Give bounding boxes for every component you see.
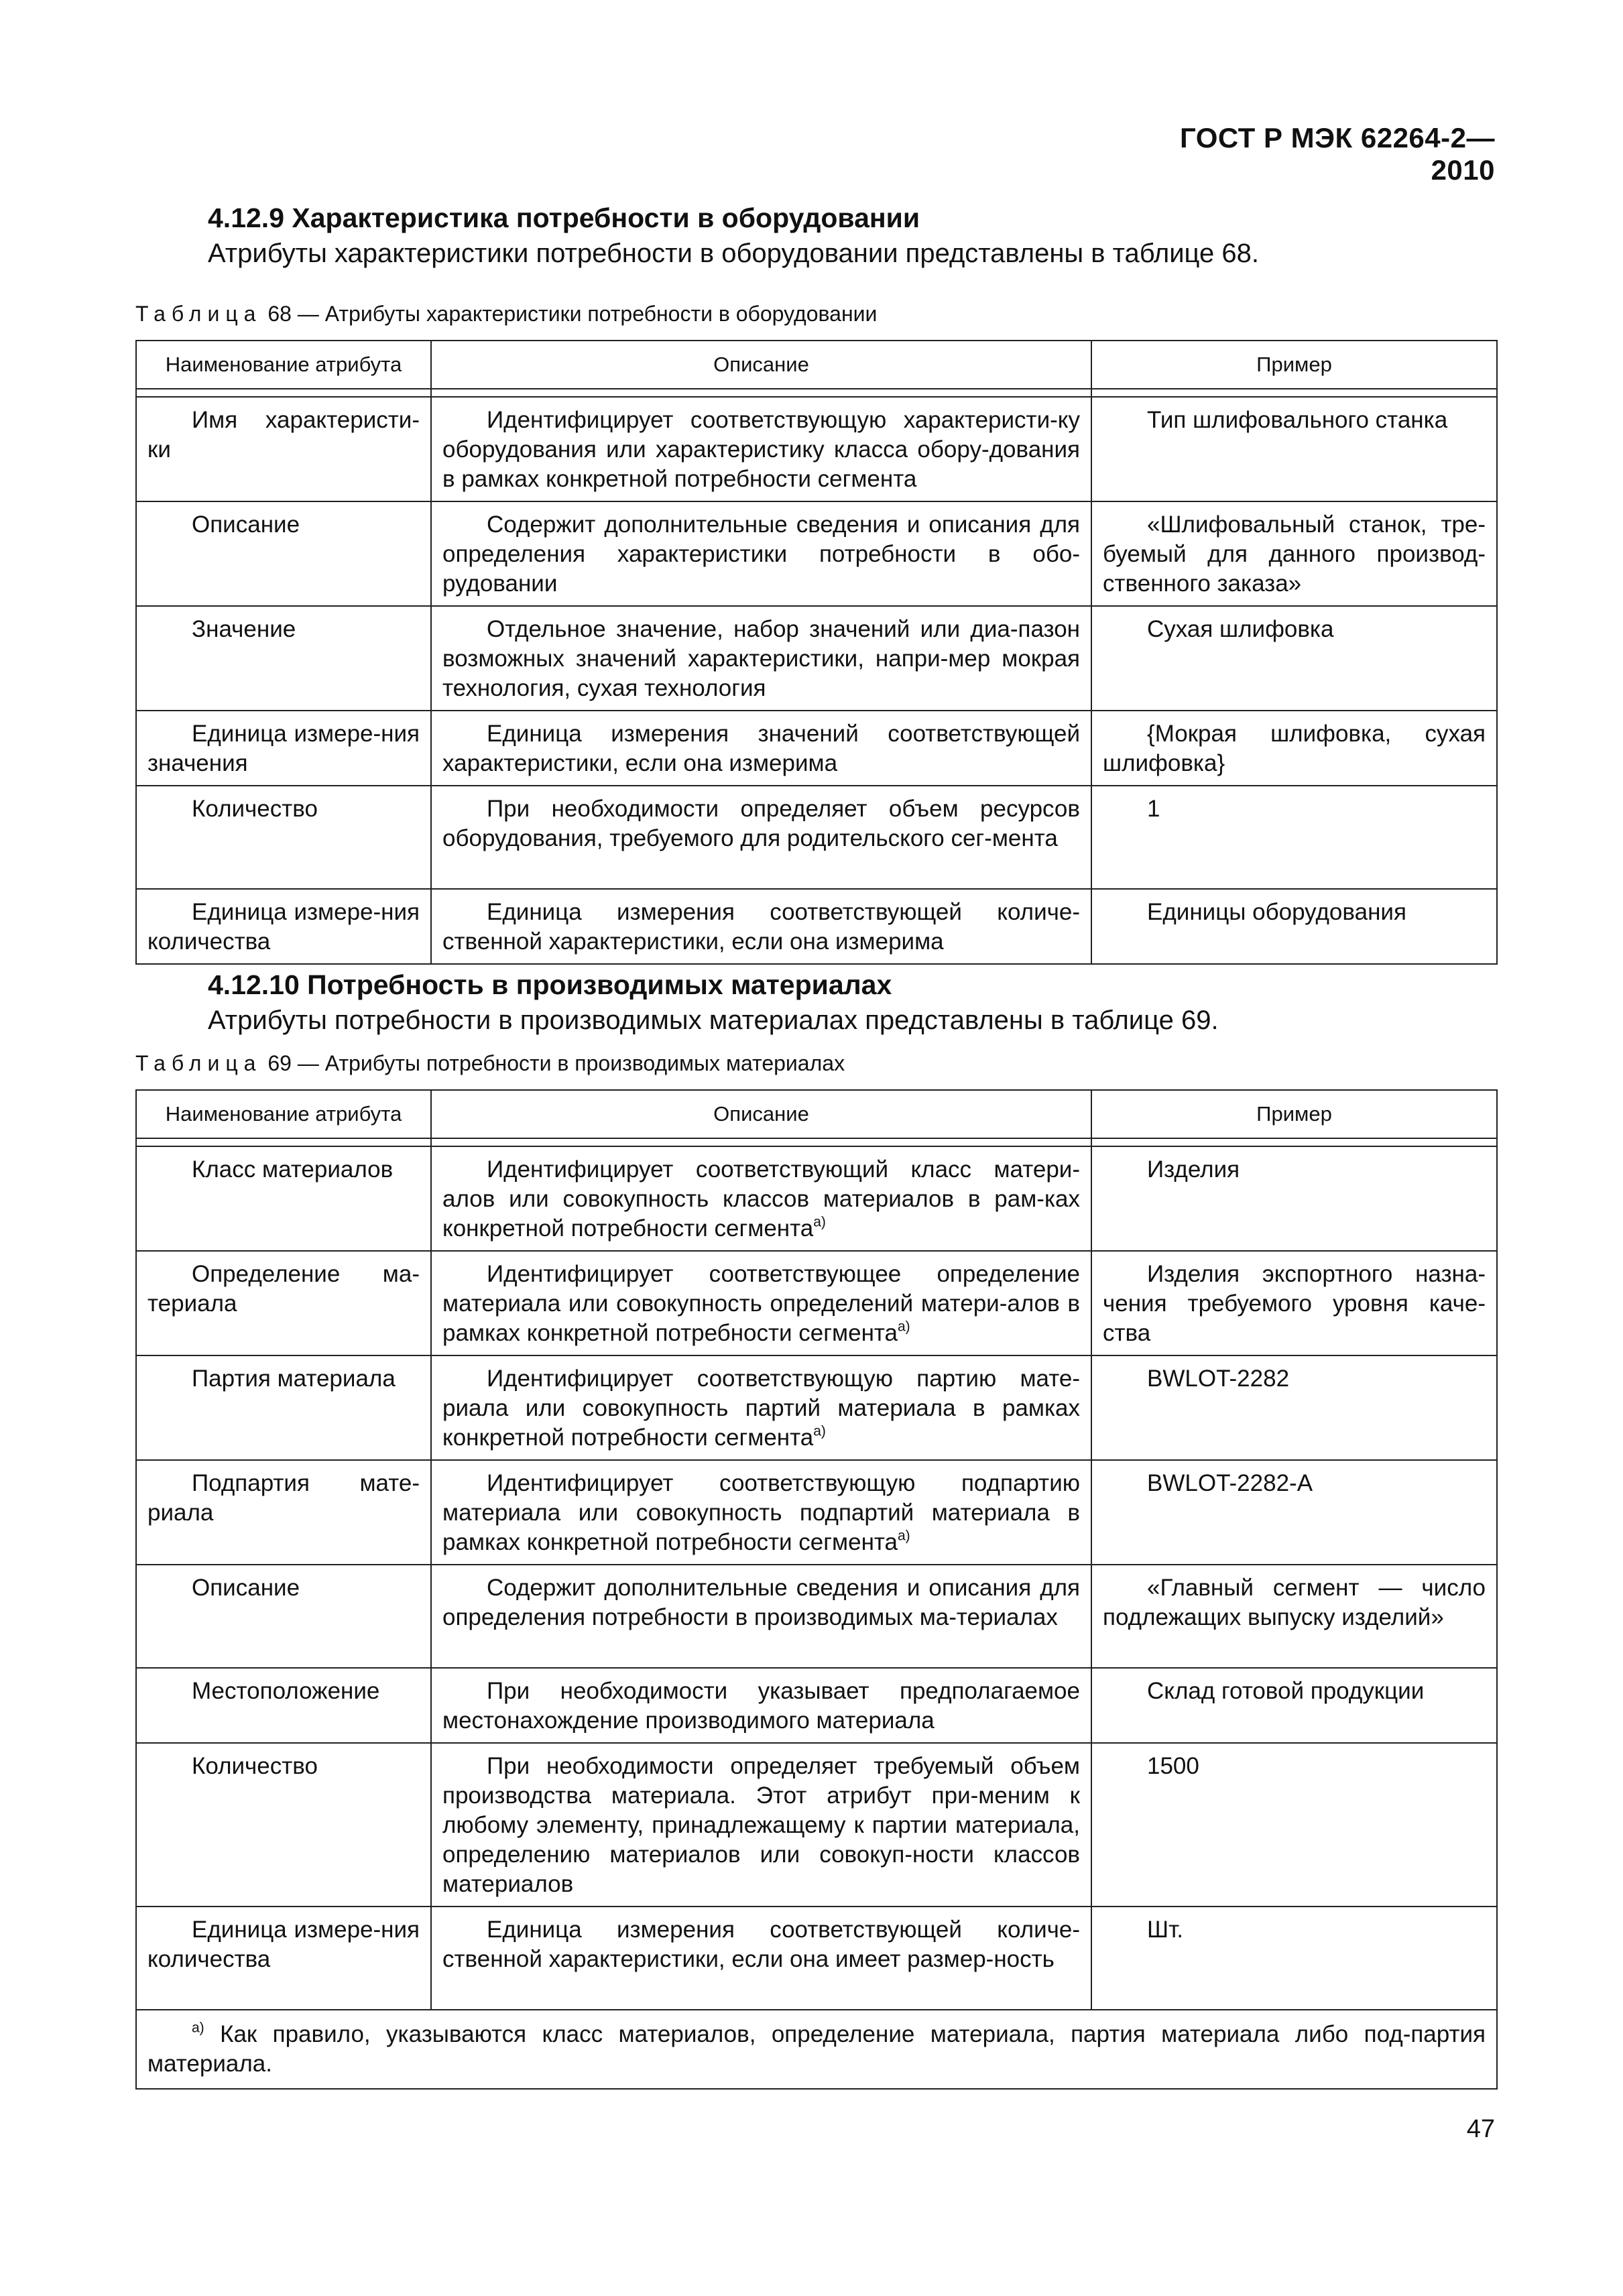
- cell-description: [431, 786, 1091, 889]
- column-header-name: Наименование атрибута: [136, 341, 431, 389]
- table-row: [136, 1565, 1497, 1668]
- cell-text: Местоположение: [192, 1678, 380, 1704]
- cell-text: Шт.: [1147, 1917, 1183, 1943]
- table-footnote-row: [136, 2010, 1497, 2089]
- cell-text: Определение ма-териала: [147, 1261, 420, 1317]
- cell-text: Единица измере-ния значения: [147, 721, 420, 776]
- cell-text: Содержит дополнительные сведения и описания для определения потребности в производимых ма-териалах: [442, 1575, 1080, 1630]
- section-intro-text-4-12-9: Атрибуты характеристики потребности в оборудовании представлены в таблице 68.: [208, 239, 1259, 268]
- cell-attribute-name: [136, 1355, 431, 1460]
- cell-text: Описание: [192, 1575, 300, 1601]
- table-row: [136, 889, 1497, 964]
- cell-example: [1091, 1355, 1497, 1460]
- cell-text: Изделия: [1147, 1156, 1240, 1183]
- cell-attribute-name: [136, 606, 431, 711]
- section-intro-text-4-12-10: Атрибуты потребности в производимых материалах представлены в таблице 69.: [208, 1006, 1219, 1035]
- table-row: [136, 1251, 1497, 1355]
- cell-description: [431, 1743, 1091, 1907]
- table-row: [136, 606, 1497, 711]
- cell-example: [1091, 1668, 1497, 1743]
- cell-text: Тип шлифовального станка: [1147, 407, 1448, 433]
- cell-text: Единица измерения значений соответствующей характеристики, если она измерима: [442, 721, 1080, 776]
- table-69-caption-rest: 69 — Атрибуты потребности в производимых материалах: [261, 1051, 845, 1075]
- table-row: [136, 1743, 1497, 1907]
- table-row: [136, 1668, 1497, 1743]
- footnote-marker: а): [898, 1528, 910, 1544]
- cell-text: Отдельное значение, набор значений или диа-пазон возможных значений характеристики, напри-мер мокрая технология, сухая технология: [442, 616, 1080, 701]
- cell-description: [431, 1460, 1091, 1565]
- cell-description: [431, 1251, 1091, 1355]
- cell-attribute-name: [136, 786, 431, 889]
- cell-example: [1091, 1565, 1497, 1668]
- cell-text: Идентифицирует соответствующую партию мате-риала или совокупность партий материала в рамках конкретной потребности сегмента: [442, 1366, 1080, 1451]
- cell-text: При необходимости определяет требуемый объем производства материала. Этот атрибут при-меним к любому элементу, принадлежащему к партии материала, определению материалов или совокуп-ности классов материалов: [442, 1753, 1080, 1897]
- cell-example: [1091, 606, 1497, 711]
- cell-text: Партия материала: [192, 1366, 396, 1392]
- cell-example: [1091, 711, 1497, 786]
- table-69-caption-word: Таблица: [135, 1051, 262, 1075]
- page-number: 47: [1466, 2115, 1495, 2143]
- cell-text: Содержит дополнительные сведения и описания для определения характеристики потребности в обо-рудовании: [442, 511, 1080, 597]
- footnote-marker: а): [192, 2020, 204, 2036]
- cell-example: [1091, 1743, 1497, 1907]
- cell-description: [431, 501, 1091, 606]
- cell-text: Склад готовой продукции: [1147, 1678, 1425, 1704]
- table-row: [136, 711, 1497, 786]
- cell-example: [1091, 786, 1497, 889]
- column-header-example: Пример: [1091, 341, 1497, 389]
- cell-text: BWLOT-2282: [1147, 1366, 1290, 1392]
- table-header-row: [136, 1090, 1497, 1138]
- cell-text: Количество: [192, 796, 318, 822]
- cell-attribute-name: [136, 889, 431, 964]
- table-68-caption-word: Таблица: [135, 302, 262, 326]
- table-row: [136, 501, 1497, 606]
- cell-description: [431, 711, 1091, 786]
- table-69: [135, 1089, 1498, 2090]
- cell-text: При необходимости определяет объем ресурсов оборудования, требуемого для родительского сег-мента: [442, 796, 1080, 851]
- cell-text: Имя характеристи-ки: [147, 407, 420, 463]
- table-row: [136, 1146, 1497, 1251]
- cell-text: Количество: [192, 1753, 318, 1779]
- section-title-4-12-10: 4.12.10 Потребность в производимых материалах: [208, 969, 892, 1000]
- table-header-row: [136, 341, 1497, 389]
- cell-example: [1091, 501, 1497, 606]
- document-code-header: ГОСТ Р МЭК 62264-2—2010: [1179, 122, 1495, 186]
- cell-text: При необходимости указывает предполагаемое местонахождение производимого материала: [442, 1678, 1080, 1734]
- column-header-description: Описание: [431, 1090, 1091, 1138]
- cell-attribute-name: [136, 397, 431, 501]
- column-header-example: Пример: [1091, 1090, 1497, 1138]
- table-row: [136, 786, 1497, 889]
- cell-description: [431, 1565, 1091, 1668]
- cell-attribute-name: [136, 1668, 431, 1743]
- cell-description: [431, 889, 1091, 964]
- cell-example: [1091, 397, 1497, 501]
- cell-description: [431, 1146, 1091, 1251]
- cell-text: Идентифицирует соответствующее определение материала или совокупность определений матери-алов в рамках конкретной потребности сегмента: [442, 1261, 1080, 1346]
- cell-description: [431, 606, 1091, 711]
- table-footnote: [136, 2010, 1497, 2089]
- section-title-4-12-9: 4.12.9 Характеристика потребности в оборудовании: [208, 202, 920, 233]
- cell-example: [1091, 1251, 1497, 1355]
- cell-text: Единица измере-ния количества: [147, 1917, 420, 1972]
- cell-attribute-name: [136, 1743, 431, 1907]
- footnote-marker: а): [813, 1214, 826, 1230]
- cell-text: Подпартия мате-риала: [147, 1470, 420, 1526]
- cell-text: Идентифицирует соответствующую подпартию материала или совокупность подпартий материала в рамках конкретной потребности сегмента: [442, 1470, 1080, 1555]
- cell-text: Значение: [192, 616, 296, 642]
- cell-attribute-name: [136, 1460, 431, 1565]
- table-header-separator: [136, 389, 1497, 397]
- cell-example: [1091, 1146, 1497, 1251]
- cell-example: [1091, 889, 1497, 964]
- cell-attribute-name: [136, 1251, 431, 1355]
- cell-attribute-name: [136, 711, 431, 786]
- footnote-text: Как правило, указываются класс материалов, определение материала, партия материала либо под-партия материала.: [147, 2021, 1486, 2077]
- cell-text: Единицы оборудования: [1147, 899, 1406, 925]
- cell-text: BWLOT-2282-A: [1147, 1470, 1313, 1496]
- table-row: [136, 1460, 1497, 1565]
- table-row: [136, 1355, 1497, 1460]
- table-68-caption: [135, 302, 877, 326]
- table-header-separator: [136, 1138, 1497, 1146]
- cell-text: Описание: [192, 511, 300, 538]
- cell-attribute-name: [136, 1565, 431, 1668]
- cell-text: «Шлифовальный станок, тре-буемый для данного производ-ственного заказа»: [1103, 511, 1486, 597]
- cell-text: {Мокрая шлифовка, сухая шлифовка}: [1103, 721, 1486, 776]
- cell-attribute-name: [136, 501, 431, 606]
- cell-text: Сухая шлифовка: [1147, 616, 1334, 642]
- cell-example: [1091, 1907, 1497, 2010]
- cell-attribute-name: [136, 1146, 431, 1251]
- cell-text: «Главный сегмент — число подлежащих выпуску изделий»: [1103, 1575, 1486, 1630]
- cell-description: [431, 1355, 1091, 1460]
- cell-text: Единица измерения соответствующей количе-ственной характеристики, если она измерима: [442, 899, 1080, 955]
- table-69-caption: [135, 1051, 845, 1076]
- footnote-marker: а): [813, 1423, 826, 1439]
- footnote-marker: а): [898, 1319, 910, 1335]
- cell-text: Идентифицирует соответствующую характеристи-ку оборудования или характеристику класса обору-дования в рамках конкретной потребности сегмента: [442, 407, 1080, 492]
- cell-description: [431, 1668, 1091, 1743]
- table-row: [136, 1907, 1497, 2010]
- cell-text: 1: [1147, 796, 1160, 822]
- table-row: [136, 397, 1497, 501]
- cell-text: Идентифицирует соответствующий класс матери-алов или совокупность классов материалов в рам-ках конкретной потребности сегмента: [442, 1156, 1080, 1242]
- cell-description: [431, 397, 1091, 501]
- table-68: [135, 340, 1498, 965]
- cell-attribute-name: [136, 1907, 431, 2010]
- cell-text: Единица измере-ния количества: [147, 899, 420, 955]
- column-header-name: Наименование атрибута: [136, 1090, 431, 1138]
- cell-example: [1091, 1460, 1497, 1565]
- cell-text: Класс материалов: [192, 1156, 394, 1183]
- cell-description: [431, 1907, 1091, 2010]
- column-header-description: Описание: [431, 341, 1091, 389]
- cell-text: 1500: [1147, 1753, 1199, 1779]
- cell-text: Изделия экспортного назна-чения требуемого уровня каче-ства: [1103, 1261, 1486, 1346]
- cell-text: Единица измерения соответствующей количе-ственной характеристики, если она имеет размер-ность: [442, 1917, 1080, 1972]
- table-68-caption-rest: 68 — Атрибуты характеристики потребности в оборудовании: [261, 302, 878, 326]
